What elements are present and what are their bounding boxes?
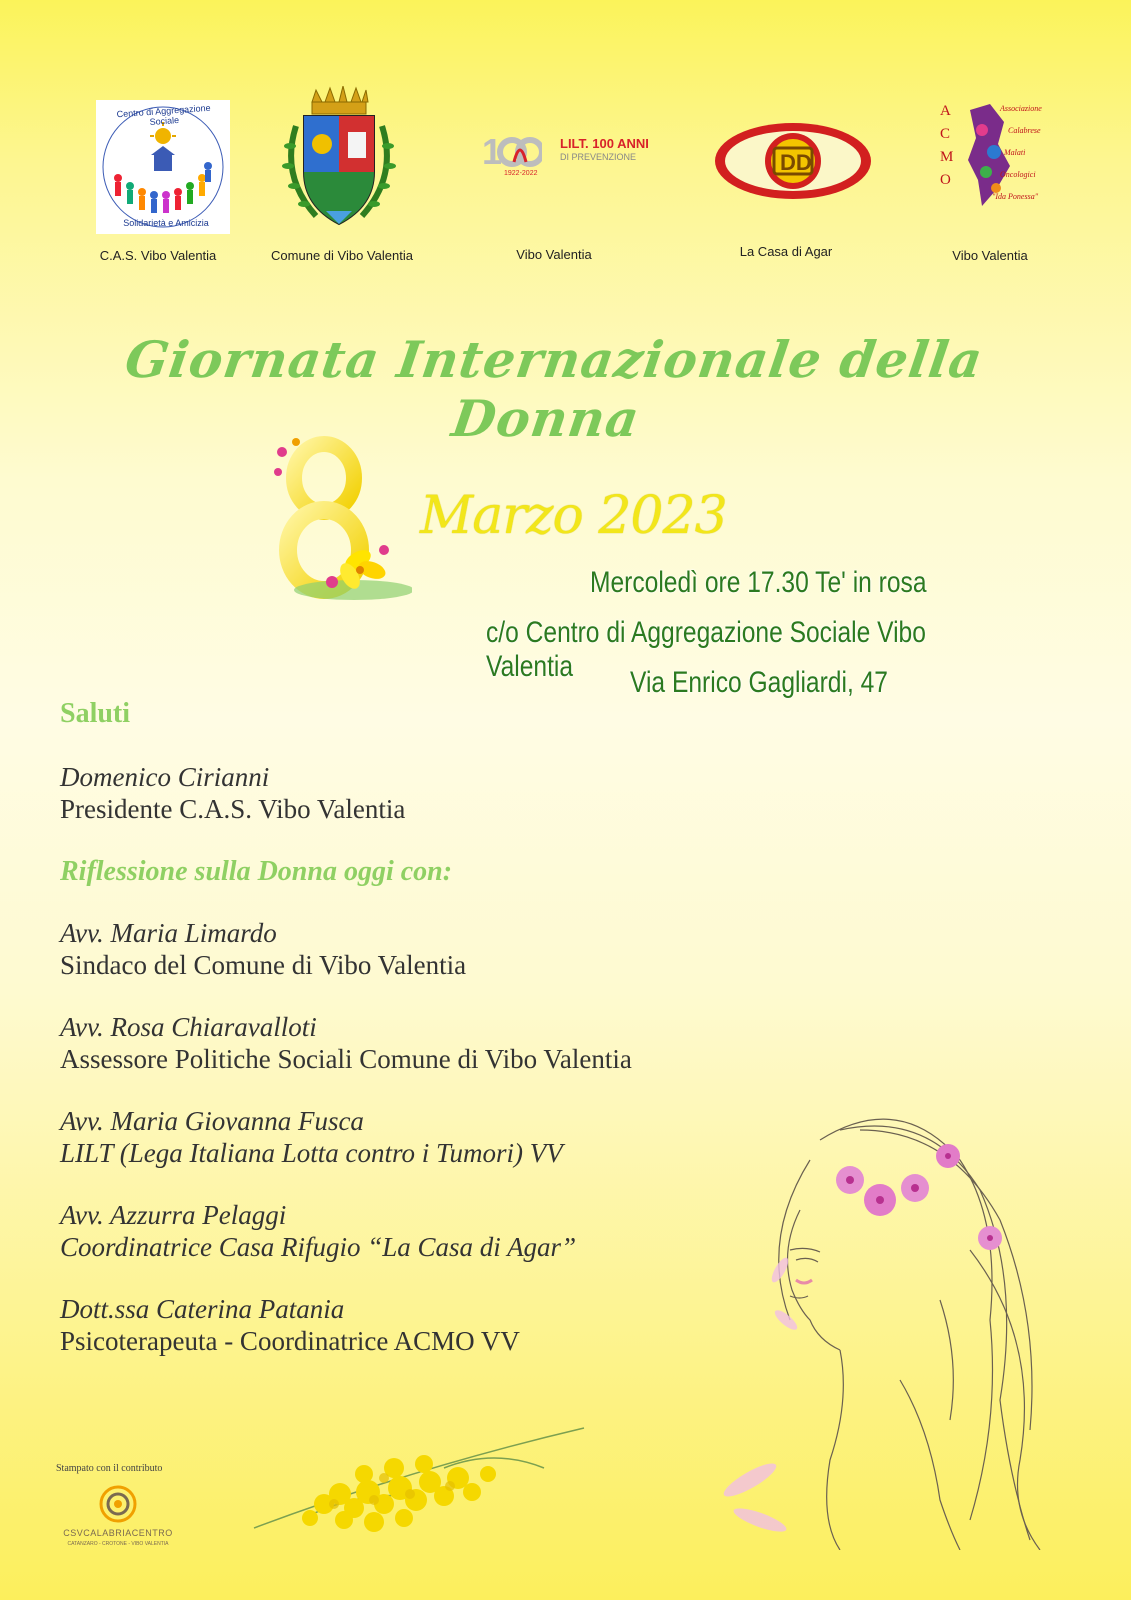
casa-agar-logo bbox=[712, 120, 874, 202]
svg-text:1: 1 bbox=[482, 132, 503, 172]
csv-logo bbox=[98, 1484, 138, 1524]
speaker-1-role: Sindaco del Comune di Vibo Valentia bbox=[60, 950, 467, 980]
acmo-word-1: Associazione bbox=[1000, 104, 1042, 113]
mimosa-illustration bbox=[244, 1408, 588, 1558]
saluti-heading: Saluti bbox=[60, 698, 131, 729]
lilt-logo-title: LILT. 100 ANNI bbox=[560, 136, 649, 151]
acmo-word-2: Calabrese bbox=[1008, 126, 1041, 135]
woman-illustration bbox=[700, 1100, 1090, 1550]
credit-text: Stampato con il contributo bbox=[56, 1463, 163, 1474]
lilt-logo bbox=[482, 132, 658, 182]
acmo-word-3: Malati bbox=[1004, 148, 1026, 157]
svg-text:DD: DD bbox=[780, 150, 812, 175]
page-title: Giornata Internazionale della Donna bbox=[121, 330, 987, 448]
speaker-5-role: Psicoterapeuta - Coordinatrice ACMO VV bbox=[60, 1326, 520, 1356]
comune-caption: Comune di Vibo Valentia bbox=[271, 248, 413, 263]
speaker-5-name: Dott.ssa Caterina Patania bbox=[60, 1294, 345, 1324]
csv-name: CSVCALABRIACENTRO bbox=[63, 1528, 173, 1538]
saluti-name: Domenico Cirianni bbox=[60, 762, 270, 792]
speaker-2-role: Assessore Politiche Sociali Comune di Vibo Valentia bbox=[60, 1044, 632, 1074]
speaker-4-role: Coordinatrice Casa Rifugio “La Casa di Agar” bbox=[60, 1232, 577, 1262]
cas-caption: C.A.S. Vibo Valentia bbox=[99, 248, 217, 263]
acmo-logo bbox=[938, 96, 1062, 212]
event-address: Via Enrico Gagliardi, 47 bbox=[630, 666, 888, 699]
casa-agar-caption: La Casa di Agar bbox=[739, 244, 833, 259]
acmo-word-4: Oncologici bbox=[1000, 170, 1036, 179]
saluti-role: Presidente C.A.S. Vibo Valentia bbox=[60, 794, 406, 824]
lilt-caption: Vibo Valentia bbox=[516, 247, 592, 262]
event-time: Mercoledì ore 17.30 Te' in rosa bbox=[590, 566, 927, 599]
lilt-logo-years: 1922-2022 bbox=[504, 170, 538, 177]
comune-logo bbox=[276, 86, 402, 236]
cas-logo-text-top: Centro di Aggregazione Sociale bbox=[116, 102, 211, 128]
speaker-3-role: LILT (Lega Italiana Lotta contro i Tumori) VV bbox=[60, 1138, 563, 1168]
cas-logo bbox=[96, 100, 230, 234]
eight-illustration bbox=[262, 432, 412, 612]
riflessione-heading: Riflessione sulla Donna oggi con: bbox=[60, 856, 453, 887]
acmo-word-5: "Ida Ponessa" bbox=[992, 192, 1039, 201]
event-date: Marzo 2023 bbox=[420, 486, 727, 546]
speaker-1-name: Avv. Maria Limardo bbox=[60, 918, 277, 948]
event-venue: c/o Centro di Aggregazione Sociale Vibo Valentia bbox=[486, 616, 926, 683]
cas-logo-text-bottom: Solidarietà e Amicizia bbox=[123, 218, 209, 228]
speaker-2-name: Avv. Rosa Chiaravalloti bbox=[60, 1012, 317, 1042]
speaker-3-name: Avv. Maria Giovanna Fusca bbox=[60, 1106, 364, 1136]
csv-sub: CATANZARO - CROTONE - VIBO VALENTIA bbox=[67, 1541, 169, 1547]
acmo-letters: A C M O bbox=[940, 103, 954, 188]
lilt-logo-sub: DI PREVENZIONE bbox=[560, 152, 637, 162]
speaker-4-name: Avv. Azzurra Pelaggi bbox=[60, 1200, 287, 1230]
acmo-caption: Vibo Valentia bbox=[952, 248, 1028, 263]
